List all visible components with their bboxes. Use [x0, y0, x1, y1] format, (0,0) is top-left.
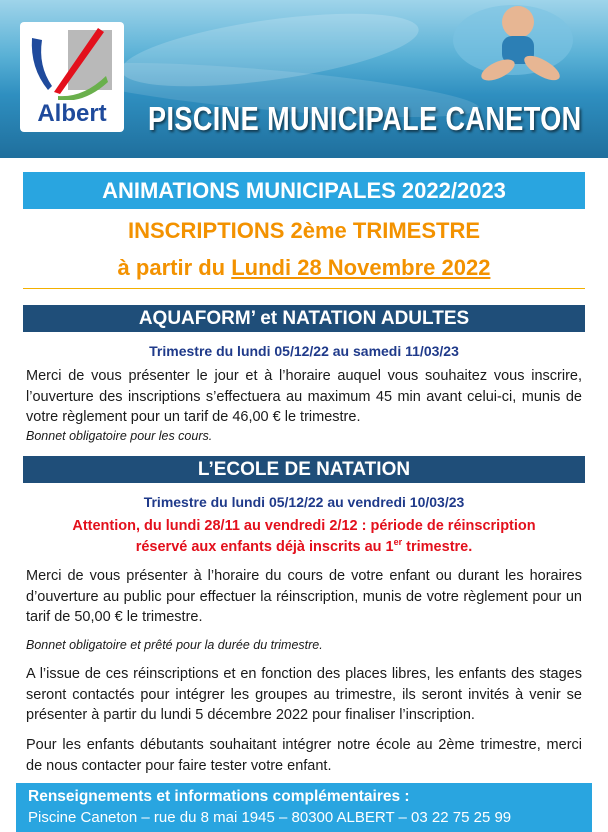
section-title-adults: AQUAFORM’ et NATATION ADULTES	[23, 305, 585, 332]
logo-text: Albert	[37, 100, 107, 127]
section-title-school: L’ECOLE DE NATATION	[23, 456, 585, 483]
school-alert-line1: Attention, du lundi 28/11 au vendredi 2/12 : période de réinscription	[72, 518, 536, 534]
school-text-2: A l’issue de ces réinscriptions et en fonction des places libres, les enfants des stages seront contactés pour intégrer les groupes au trimestre, ils seront invités à venir se présenter à partir du lundi 5 décembre 2022 pour finaliser l’inscription.	[26, 666, 582, 723]
registration-date	[0, 255, 608, 281]
school-alert-line2	[0, 539, 608, 555]
school-alert-sup: er	[393, 537, 403, 548]
albert-logo	[20, 22, 124, 132]
school-alert-end: trimestre.	[402, 539, 473, 555]
school-text-1: Merci de vous présenter à l’horaire du cours de votre enfant ou durant les horaires d’ouverture au public pour effectuer la réinscription, munis de votre règlement pour un tarif de 50,00 € le trimestre.	[26, 568, 582, 625]
footer-heading: Renseignements et informations complémentaires :	[28, 788, 410, 805]
contact-footer	[16, 783, 592, 832]
school-text-3: Pour les enfants débutants souhaitant intégrer notre école au 2ème trimestre, merci de nous contacter pour faire tester votre enfant.	[26, 737, 582, 774]
school-note: Bonnet obligatoire et prêté pour la durée du trimestre.	[26, 638, 323, 652]
page-title: PISCINE MUNICIPALE CANETON	[148, 100, 582, 137]
albert-logo-emblem	[28, 28, 116, 100]
registration-heading: INSCRIPTIONS 2ème TRIMESTRE	[127, 218, 481, 243]
header-banner	[0, 0, 608, 158]
divider	[23, 288, 585, 289]
footer-contact: Piscine Caneton – rue du 8 mai 1945 – 80300 ALBERT – 03 22 75 25 99	[28, 809, 512, 826]
adults-text: Merci de vous présenter le jour et à l’horaire auquel vous souhaitez vous inscrire, l’ouverture des inscriptions s’effectuera au maximum 45 min avant celui-ci, munis de votre règlement pour un tarif de 46,00 € le trimestre.	[26, 368, 582, 425]
adults-period: Trimestre du lundi 05/12/22 au samedi 11/03/23	[149, 343, 459, 359]
season-banner: ANIMATIONS MUNICIPALES 2022/2023	[23, 172, 585, 209]
adults-note: Bonnet obligatoire pour les cours.	[26, 429, 213, 443]
registration-date-value: Lundi 28 Novembre 2022	[231, 255, 491, 280]
school-period: Trimestre du lundi 05/12/22 au vendredi 10/03/23	[143, 494, 465, 510]
swimmer-photo	[438, 0, 588, 100]
registration-date-prefix: à partir du	[117, 255, 232, 280]
school-alert-text: réservé aux enfants déjà inscrits au 1	[135, 539, 394, 555]
